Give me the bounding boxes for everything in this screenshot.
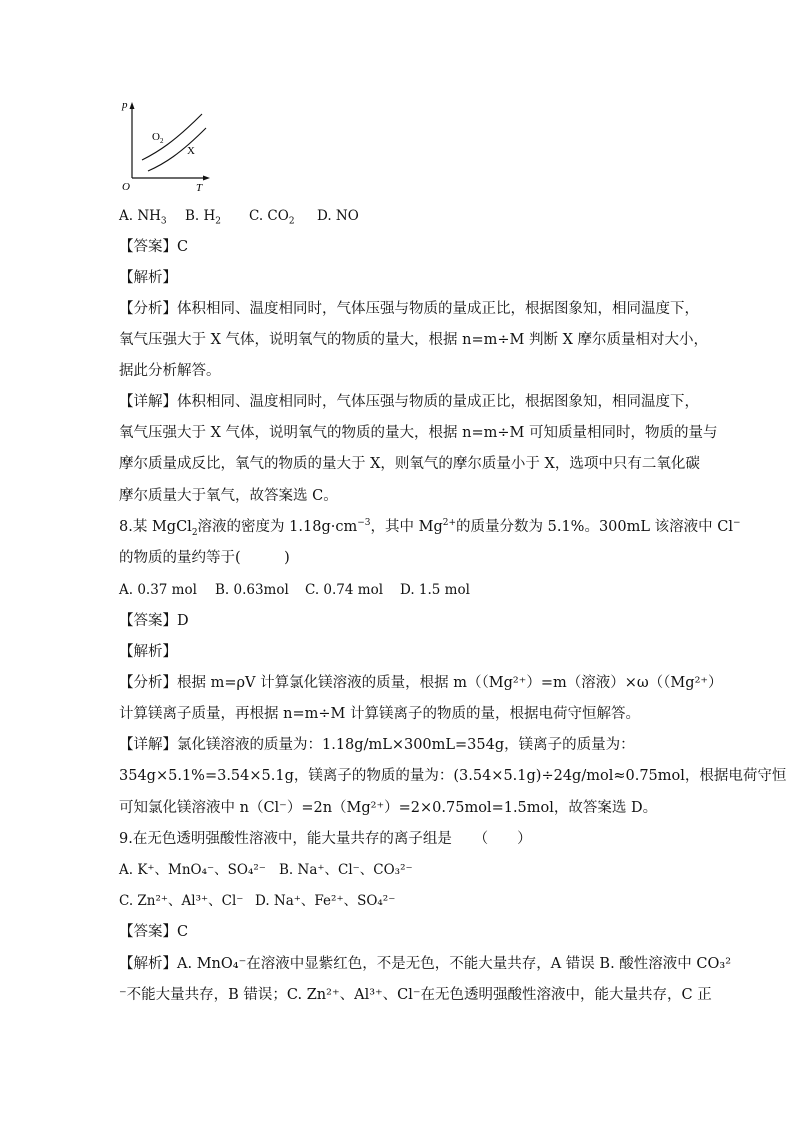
y-axis-arrow [130,102,135,109]
q8-answer: 【答案】D [119,613,189,629]
q9-option-d: D. Na⁺、Fe²⁺、SO₄²⁻ [255,893,396,909]
q8-detail-line-3: 可知氯化镁溶液中 n（Cl⁻）=2n（Mg²⁺）=2×0.75mol=1.5mol，故答案选 D。 [119,800,658,816]
q7-answer: 【答案】C [119,239,189,255]
q7-jiexi-heading: 【解析】 [119,270,177,286]
graph-svg [112,94,222,194]
q8-option-d: D. 1.5 mol [400,582,470,598]
q8-option-a: A. 0.37 mol [119,582,197,598]
q7-option-c: C. $CO_2$ [249,208,295,227]
q7-analysis-line-1: 【分析】体积相同、温度相同时，气体压强与物质的量成正比，根据图象知，相同温度下， [119,301,699,317]
q7-option-d: D. NO [317,208,359,224]
q9-answer: 【答案】C [119,924,189,940]
q9-option-b: B. Na⁺、Cl⁻、CO₃²⁻ [279,862,413,878]
q8-option-b: B. 0.63mol [215,582,289,598]
q7-analysis-line-2: 氧气压强大于 X 气体，说明氧气的物质的量大，根据 n=m÷M 判断 X 摩尔质量相对大小， [119,332,709,348]
q7-options [119,206,679,226]
q7-detail-line-2: 氧气压强大于 X 气体，说明氧气的物质的量大，根据 n=m÷M 可知质量相同时，物质的量与 [119,425,718,441]
q9-explanation-line-1: 【解析】A. MnO₄⁻在溶液中显紫红色，不是无色，不能大量共存，A 错误 B. 酸性溶液中 CO₃² [119,956,732,972]
q8-analysis-line-1: 【分析】根据 m=ρV 计算氯化镁溶液的质量，根据 m（（Mg²⁺）=m（溶液）×ω（（Mg²⁺） [119,675,723,691]
q8-stem-line-2: 的物质的量约等于( ) [119,550,290,566]
q8-options [119,580,679,600]
q9-stem: 9.在无色透明强酸性溶液中，能大量共存的离子组是 （ ） [119,831,532,847]
x-curve-label: X [187,145,195,157]
pressure-temperature-graph [112,94,222,194]
q9-option-c: C. Zn²⁺、Al³⁺、Cl⁻ [119,893,244,909]
x-axis-label: T [196,182,203,194]
q9-options-row-2 [119,891,679,911]
q9-options-row-1 [119,860,679,880]
q8-detail-line-1: 【详解】氯化镁溶液的质量为：1.18g/mL×300mL=354g，镁离子的质量为： [119,737,635,753]
q8-option-c: C. 0.74 mol [305,582,384,598]
q8-analysis-line-2: 计算镁离子质量，再根据 n=m÷M 计算镁离子的物质的量，根据电荷守恒解答。 [119,706,640,722]
q7-detail-line-3: 摩尔质量成反比，氧气的物质的量大于 X，则氧气的摩尔质量小于 X，选项中只有二氧化碳 [119,456,700,472]
y-axis-label: p [122,99,128,111]
o2-curve-label: $O_2$ [152,131,164,145]
q8-stem-line-1: 8.某 MgCl$_2$溶液的密度为 $1.18g\cdot cm^{-3}$，其中 $Mg^{2+}$的质量分数为 5.1%。300mL 该溶液中 Cl− [119,518,741,538]
q7-detail-line-1: 【详解】体积相同、温度相同时，气体压强与物质的量成正比，根据图象知，相同温度下， [119,394,699,410]
q9-explanation-line-2: ⁻不能大量共存，B 错误；C. Zn²⁺、Al³⁺、Cl⁻在无色透明强酸性溶液中，能大量共存，C 正 [119,987,712,1003]
q9-option-a: A. K⁺、MnO₄⁻、SO₄²⁻ [119,862,266,878]
q7-option-b: B. $H_2$ [185,208,222,227]
x-axis-arrow [203,176,210,181]
q7-option-a: A. $NH_3$ [119,208,167,227]
q7-detail-line-4: 摩尔质量大于氧气，故答案选 C。 [119,488,338,504]
q8-jiexi-heading: 【解析】 [119,644,177,660]
q8-detail-line-2: 354g×5.1%=3.54×5.1g，镁离子的物质的量为：(3.54×5.1g)÷24g/mol≈0.75mol，根据电荷守恒 [119,768,787,784]
q7-analysis-line-3: 据此分析解答。 [119,363,221,379]
origin-label: O [122,181,130,193]
